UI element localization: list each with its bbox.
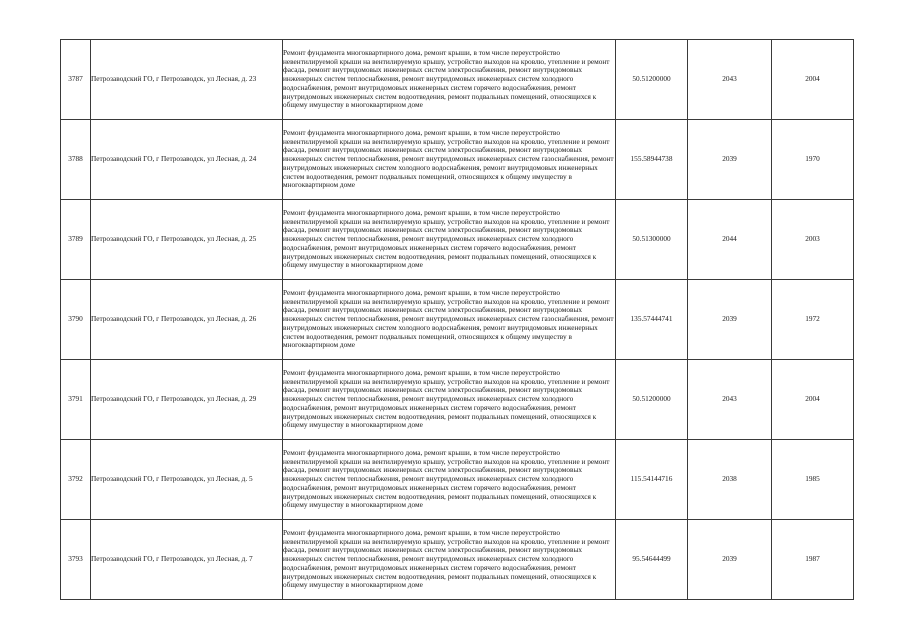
row-address: Петрозаводский ГО, г Петрозаводск, ул Лесная, д. 24 <box>91 120 283 200</box>
row-address: Петрозаводский ГО, г Петрозаводск, ул Лесная, д. 7 <box>91 520 283 600</box>
row-year: 2038 <box>688 440 772 520</box>
row-built-year: 1987 <box>772 520 854 600</box>
row-year: 2039 <box>688 120 772 200</box>
row-cost: 50.51300000 <box>616 200 688 280</box>
table-row <box>61 120 854 200</box>
row-built-year: 2003 <box>772 200 854 280</box>
row-number: 3793 <box>61 520 91 600</box>
registry-body <box>61 40 854 600</box>
row-number: 3791 <box>61 360 91 440</box>
row-works: Ремонт фундамента многоквартирного дома, ремонт крыши, в том числе переустройство невентилируемой крыши на вентилируемую крышу, устройство выходов на кровлю, утепление и ремонт фасада, ремонт внутридомовых инженерных систем электроснабжения, ремонт внутридомовых инженерных систем теплоснабжения, ремонт внутридомовых инженерных систем газоснабжения, ремонт внутридомовых инженерных систем холодного водоснабжения, ремонт внутридомовых инженерных систем водоотведения, ремонт подвальных помещений, относящихся к общему имуществу в многоквартирном доме <box>283 120 616 200</box>
row-works: Ремонт фундамента многоквартирного дома, ремонт крыши, в том числе переустройство невентилируемой крыши на вентилируемую крышу, устройство выходов на кровлю, утепление и ремонт фасада, ремонт внутридомовых инженерных систем электроснабжения, ремонт внутридомовых инженерных систем теплоснабжения, ремонт внутридомовых инженерных систем холодного водоснабжения, ремонт внутридомовых инженерных систем горячего водоснабжения, ремонт внутридомовых инженерных систем водоотведения, ремонт подвальных помещений, относящихся к общему имуществу в многоквартирном доме <box>283 440 616 520</box>
row-number: 3789 <box>61 200 91 280</box>
row-address: Петрозаводский ГО, г Петрозаводск, ул Лесная, д. 5 <box>91 440 283 520</box>
row-year: 2043 <box>688 360 772 440</box>
row-year: 2043 <box>688 40 772 120</box>
table-row <box>61 280 854 360</box>
row-works: Ремонт фундамента многоквартирного дома, ремонт крыши, в том числе переустройство невентилируемой крыши на вентилируемую крышу, устройство выходов на кровлю, утепление и ремонт фасада, ремонт внутридомовых инженерных систем электроснабжения, ремонт внутридомовых инженерных систем теплоснабжения, ремонт внутридомовых инженерных систем газоснабжения, ремонт внутридомовых инженерных систем холодного водоснабжения, ремонт внутридомовых инженерных систем водоотведения, ремонт подвальных помещений, относящихся к общему имуществу в многоквартирном доме <box>283 280 616 360</box>
row-cost: 50.51200000 <box>616 360 688 440</box>
row-cost: 155.58944738 <box>616 120 688 200</box>
row-number: 3792 <box>61 440 91 520</box>
row-cost: 95.54644499 <box>616 520 688 600</box>
row-address: Петрозаводский ГО, г Петрозаводск, ул Лесная, д. 29 <box>91 360 283 440</box>
row-works: Ремонт фундамента многоквартирного дома, ремонт крыши, в том числе переустройство невентилируемой крыши на вентилируемую крышу, устройство выходов на кровлю, утепление и ремонт фасада, ремонт внутридомовых инженерных систем электроснабжения, ремонт внутридомовых инженерных систем теплоснабжения, ремонт внутридомовых инженерных систем холодного водоснабжения, ремонт внутридомовых инженерных систем горячего водоснабжения, ремонт внутридомовых инженерных систем водоотведения, ремонт подвальных помещений, относящихся к общему имуществу в многоквартирном доме <box>283 360 616 440</box>
table-row <box>61 40 854 120</box>
table-row <box>61 200 854 280</box>
row-works: Ремонт фундамента многоквартирного дома, ремонт крыши, в том числе переустройство невентилируемой крыши на вентилируемую крышу, устройство выходов на кровлю, утепление и ремонт фасада, ремонт внутридомовых инженерных систем электроснабжения, ремонт внутридомовых инженерных систем теплоснабжения, ремонт внутридомовых инженерных систем холодного водоснабжения, ремонт внутридомовых инженерных систем горячего водоснабжения, ремонт внутридомовых инженерных систем водоотведения, ремонт подвальных помещений, относящихся к общему имуществу в многоквартирном доме <box>283 200 616 280</box>
table-row <box>61 360 854 440</box>
row-year: 2039 <box>688 280 772 360</box>
row-number: 3788 <box>61 120 91 200</box>
row-year: 2044 <box>688 200 772 280</box>
row-built-year: 2004 <box>772 360 854 440</box>
row-cost: 135.57444741 <box>616 280 688 360</box>
row-cost: 50.51200000 <box>616 40 688 120</box>
row-built-year: 1970 <box>772 120 854 200</box>
row-built-year: 1985 <box>772 440 854 520</box>
row-built-year: 1972 <box>772 280 854 360</box>
table-row <box>61 440 854 520</box>
row-works: Ремонт фундамента многоквартирного дома, ремонт крыши, в том числе переустройство невентилируемой крыши на вентилируемую крышу, устройство выходов на кровлю, утепление и ремонт фасада, ремонт внутридомовых инженерных систем электроснабжения, ремонт внутридомовых инженерных систем теплоснабжения, ремонт внутридомовых инженерных систем холодного водоснабжения, ремонт внутридомовых инженерных систем горячего водоснабжения, ремонт внутридомовых инженерных систем водоотведения, ремонт подвальных помещений, относящихся к общему имуществу в многоквартирном доме <box>283 520 616 600</box>
row-number: 3787 <box>61 40 91 120</box>
row-built-year: 2004 <box>772 40 854 120</box>
row-address: Петрозаводский ГО, г Петрозаводск, ул Лесная, д. 23 <box>91 40 283 120</box>
row-address: Петрозаводский ГО, г Петрозаводск, ул Лесная, д. 25 <box>91 200 283 280</box>
row-number: 3790 <box>61 280 91 360</box>
row-address: Петрозаводский ГО, г Петрозаводск, ул Лесная, д. 26 <box>91 280 283 360</box>
registry-table <box>60 39 854 600</box>
row-year: 2039 <box>688 520 772 600</box>
table-row <box>61 520 854 600</box>
row-works: Ремонт фундамента многоквартирного дома, ремонт крыши, в том числе переустройство невентилируемой крыши на вентилируемую крышу, устройство выходов на кровлю, утепление и ремонт фасада, ремонт внутридомовых инженерных систем электроснабжения, ремонт внутридомовых инженерных систем теплоснабжения, ремонт внутридомовых инженерных систем холодного водоснабжения, ремонт внутридомовых инженерных систем горячего водоснабжения, ремонт внутридомовых инженерных систем водоотведения, ремонт подвальных помещений, относящихся к общему имуществу в многоквартирном доме <box>283 40 616 120</box>
row-cost: 115.54144716 <box>616 440 688 520</box>
